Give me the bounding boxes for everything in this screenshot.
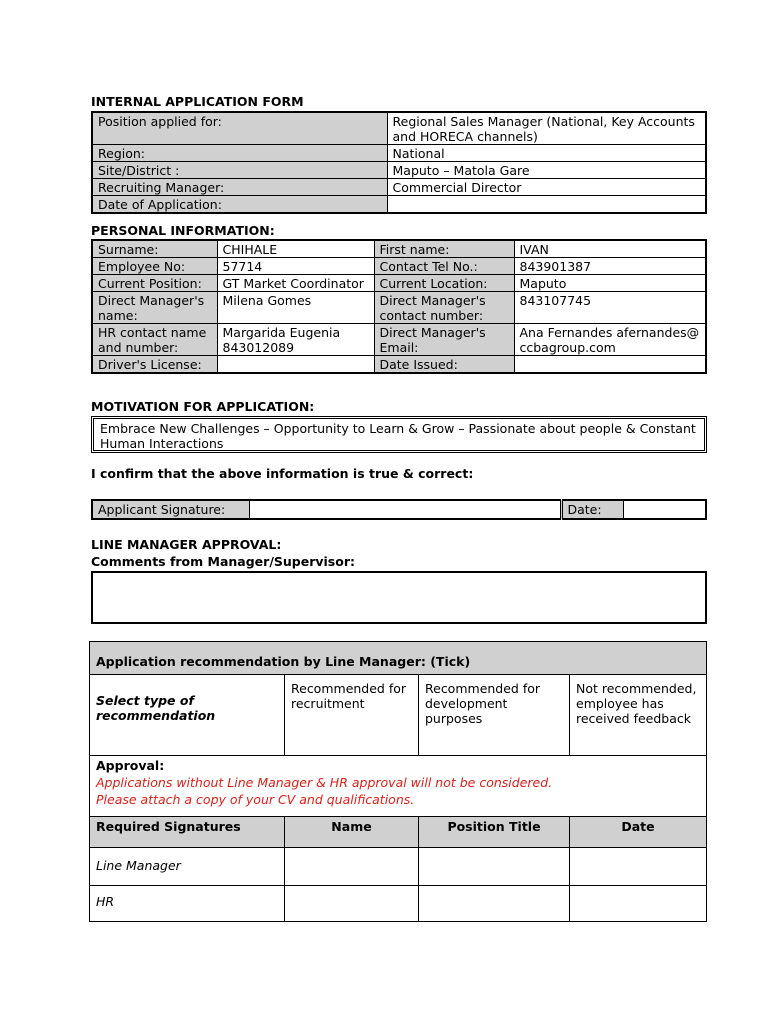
employee-no-label: Employee No:	[92, 258, 217, 275]
table-row	[92, 356, 706, 374]
comments-box[interactable]	[91, 571, 707, 624]
personal-info-heading: PERSONAL INFORMATION:	[91, 223, 275, 238]
sig-row-hr: HR	[90, 886, 285, 922]
table-row	[92, 179, 706, 196]
surname-value[interactable]: CHIHALE	[217, 240, 374, 258]
table-row	[90, 817, 707, 848]
current-position-value[interactable]: GT Market Coordinator	[217, 275, 374, 292]
direct-manager-name-value[interactable]: Milena Gomes	[217, 292, 374, 324]
line-manager-position-field[interactable]	[419, 848, 570, 886]
table-row	[90, 642, 707, 675]
signature-date-field[interactable]	[623, 500, 706, 519]
table-row	[92, 240, 706, 258]
position-table	[91, 111, 707, 214]
line-manager-heading: LINE MANAGER APPROVAL:	[91, 537, 282, 552]
drivers-license-value[interactable]	[217, 356, 374, 374]
first-name-value[interactable]: IVAN	[514, 240, 706, 258]
employee-no-value[interactable]: 57714	[217, 258, 374, 275]
hr-contact-value[interactable]: Margarida Eugenia 843012089	[217, 324, 374, 356]
sig-header-name: Name	[285, 817, 419, 848]
personal-info-table	[91, 239, 707, 374]
date-of-application-value[interactable]	[387, 196, 706, 214]
select-type-label: Select type of recommendation	[90, 675, 285, 756]
direct-manager-email-value[interactable]: Ana Fernandes afernandes@ccbagroup.com	[514, 324, 706, 356]
sig-header-date: Date	[570, 817, 707, 848]
line-manager-name-field[interactable]	[285, 848, 419, 886]
motivation-heading: MOTIVATION FOR APPLICATION:	[91, 399, 315, 414]
sig-row-line-manager: Line Manager	[90, 848, 285, 886]
table-row	[92, 258, 706, 275]
table-row	[92, 324, 706, 356]
table-row	[90, 675, 707, 756]
form-title: INTERNAL APPLICATION FORM	[91, 94, 304, 109]
signature-row	[91, 499, 707, 520]
direct-manager-contact-label: Direct Manager's contact number:	[374, 292, 514, 324]
hr-contact-label: HR contact name and number:	[92, 324, 217, 356]
option-development[interactable]: Recommended for development purposes	[419, 675, 570, 756]
sig-header-position: Position Title	[419, 817, 570, 848]
table-row	[92, 500, 706, 519]
recommendation-title: Application recommendation by Line Manager: (Tick)	[90, 642, 707, 675]
current-location-value[interactable]: Maputo	[514, 275, 706, 292]
motivation-text[interactable]: Embrace New Challenges – Opportunity to Learn & Grow – Passionate about people & Constant Human Interactions	[91, 416, 707, 453]
date-issued-value[interactable]	[514, 356, 706, 374]
surname-label: Surname:	[92, 240, 217, 258]
hr-position-field[interactable]	[419, 886, 570, 922]
region-value[interactable]: National	[387, 145, 706, 162]
current-position-label: Current Position:	[92, 275, 217, 292]
region-label: Region:	[92, 145, 387, 162]
table-row	[92, 292, 706, 324]
signature-date-label: Date:	[561, 500, 623, 519]
table-row	[92, 162, 706, 179]
direct-manager-email-label: Direct Manager's Email:	[374, 324, 514, 356]
applicant-signature-label: Applicant Signature:	[92, 500, 249, 519]
direct-manager-contact-value[interactable]: 843107745	[514, 292, 706, 324]
approval-note-1: Applications without Line Manager & HR approval will not be considered.	[96, 775, 553, 790]
direct-manager-name-label: Direct Manager's name:	[92, 292, 217, 324]
table-row	[90, 756, 707, 817]
recruiting-manager-label: Recruiting Manager:	[92, 179, 387, 196]
line-manager-date-field[interactable]	[570, 848, 707, 886]
position-label: Position applied for:	[92, 112, 387, 145]
site-label: Site/District :	[92, 162, 387, 179]
contact-tel-value[interactable]: 843901387	[514, 258, 706, 275]
applicant-signature-field[interactable]	[249, 500, 561, 519]
sig-header-required: Required Signatures	[90, 817, 285, 848]
table-row	[92, 275, 706, 292]
current-location-label: Current Location:	[374, 275, 514, 292]
confirm-text: I confirm that the above information is true & correct:	[91, 466, 474, 481]
hr-name-field[interactable]	[285, 886, 419, 922]
drivers-license-label: Driver's License:	[92, 356, 217, 374]
comments-label: Comments from Manager/Supervisor:	[91, 554, 356, 569]
date-of-application-label: Date of Application:	[92, 196, 387, 214]
recruiting-manager-value[interactable]: Commercial Director	[387, 179, 706, 196]
hr-date-field[interactable]	[570, 886, 707, 922]
table-row	[92, 112, 706, 145]
recommendation-table	[89, 641, 707, 922]
table-row	[92, 145, 706, 162]
date-issued-label: Date Issued:	[374, 356, 514, 374]
approval-cell	[90, 756, 707, 817]
first-name-label: First name:	[374, 240, 514, 258]
contact-tel-label: Contact Tel No.:	[374, 258, 514, 275]
table-row	[92, 196, 706, 214]
option-not-recommended[interactable]: Not recommended, employee has received feedback	[570, 675, 707, 756]
option-recruitment[interactable]: Recommended for recruitment	[285, 675, 419, 756]
approval-note-2: Please attach a copy of your CV and qualifications.	[96, 792, 415, 807]
approval-label: Approval:	[96, 758, 165, 773]
site-value[interactable]: Maputo – Matola Gare	[387, 162, 706, 179]
table-row	[90, 848, 707, 886]
position-value[interactable]: Regional Sales Manager (National, Key Accounts and HORECA channels)	[387, 112, 706, 145]
table-row	[90, 886, 707, 922]
